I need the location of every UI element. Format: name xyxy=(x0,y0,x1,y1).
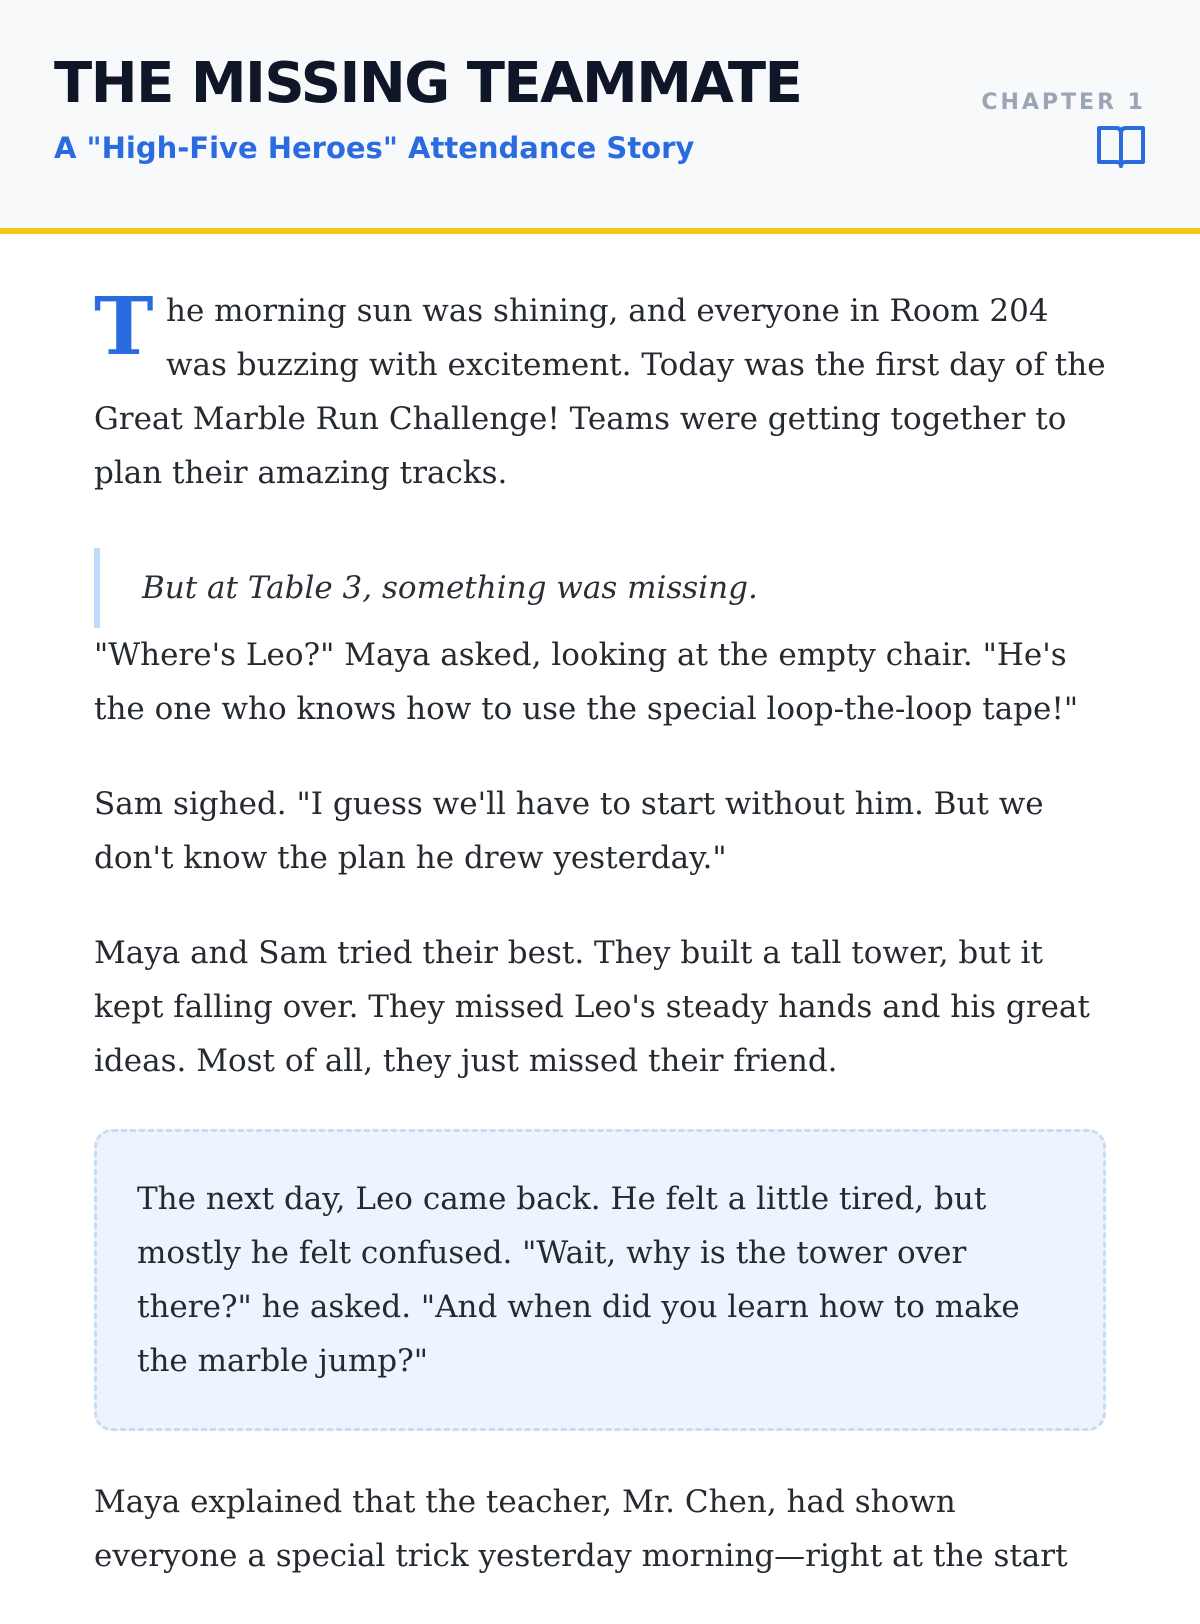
intro-paragraph xyxy=(94,279,1106,500)
story-subtitle: A "High-Five Heroes" Attendance Story xyxy=(54,131,695,165)
chapter-label: CHAPTER 1 xyxy=(981,90,1146,115)
paragraph-maya-question: "Where's Leo?" Maya asked, looking at the empty chair. "He's the one who knows how to use the special loop-the-loop tape!" xyxy=(94,637,1079,727)
header-accent-bar xyxy=(0,228,1200,234)
pull-quote: But at Table 3, something was missing. xyxy=(94,548,1106,628)
paragraph-tried-best: Maya and Sam tried their best. They built a tall tower, but it kept falling over. They missed Leo's steady hands and his great ideas. Most of all, they just missed their friend. xyxy=(94,935,1090,1079)
story-header xyxy=(0,0,1200,228)
open-book-icon xyxy=(1096,124,1146,170)
drop-cap: T xyxy=(94,279,154,373)
intro-paragraph-text: he morning sun was shining, and everyone in Room 204 was buzzing with excitement. Today was the first day of the Great Marble Run Challenge! Teams were getting together to plan their amazing tracks. xyxy=(94,293,1106,491)
callout-text: The next day, Leo came back. He felt a little tired, but mostly he felt confused. "Wait, why is the tower over there?" he asked. "And when did you learn how to make the marble jump?" xyxy=(137,1181,1020,1379)
story-body xyxy=(94,279,1106,1624)
paragraph-sam-sighed: Sam sighed. "I guess we'll have to start without him. But we don't know the plan he drew yesterday." xyxy=(94,786,1044,876)
callout-box xyxy=(94,1129,1106,1431)
story-title: THE MISSING TEAMMATE xyxy=(54,51,802,116)
paragraph-maya-explained: Maya explained that the teacher, Mr. Chen, had shown everyone a special trick yesterday morning—right at the start xyxy=(94,1484,1068,1574)
